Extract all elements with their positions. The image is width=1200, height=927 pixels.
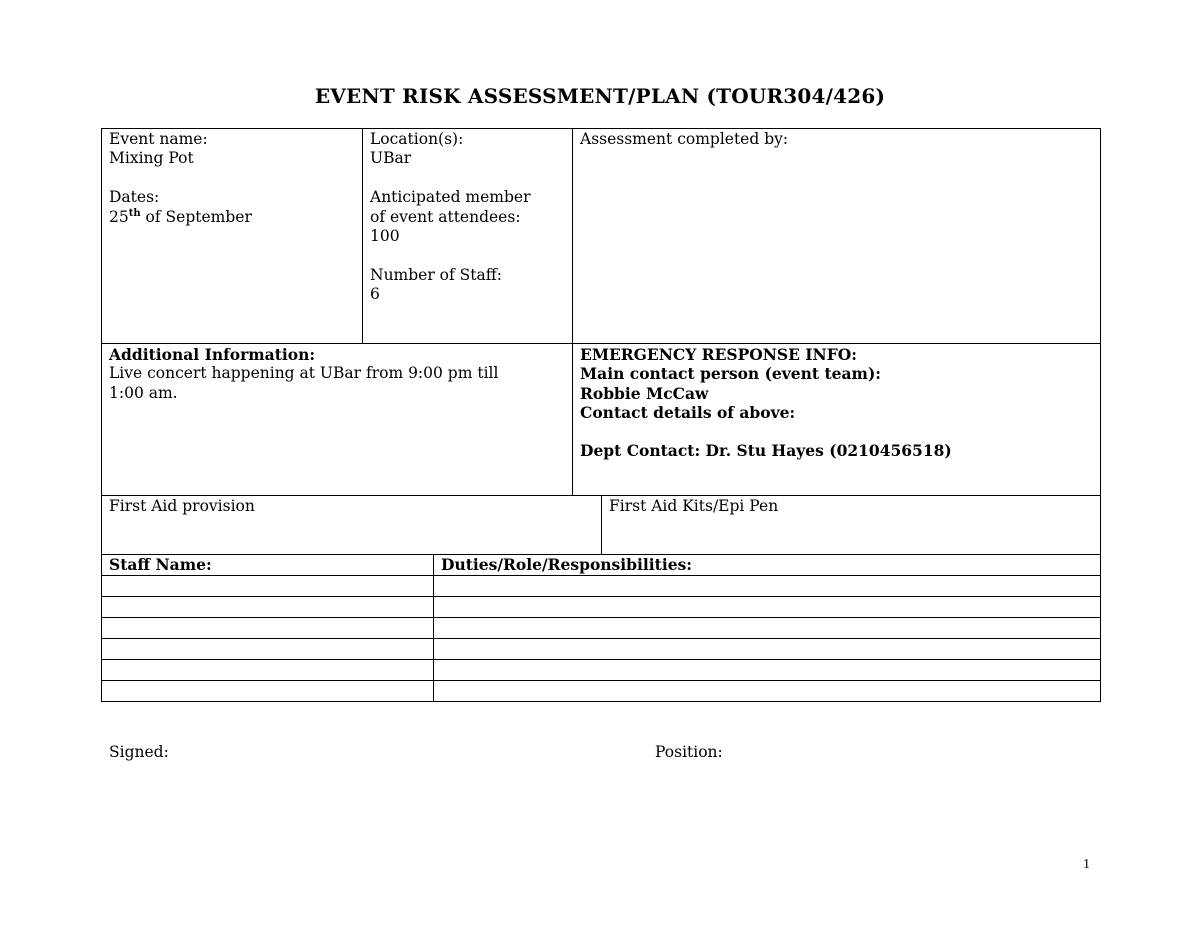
duties-cell[interactable] bbox=[434, 639, 1101, 660]
staff-name-header: Staff Name: bbox=[102, 555, 434, 576]
main-contact-label: Main contact person (event team): bbox=[580, 364, 882, 384]
location-value[interactable]: UBar bbox=[370, 149, 412, 168]
table-row bbox=[102, 681, 1101, 702]
emergency-info-cell[interactable] bbox=[573, 344, 1101, 496]
location-label: Location(s): bbox=[370, 130, 464, 148]
assessment-label: Assessment completed by: bbox=[580, 130, 789, 148]
first-aid-provision-cell[interactable] bbox=[102, 496, 602, 555]
event-details-table bbox=[101, 128, 1101, 344]
assessment-cell[interactable] bbox=[573, 129, 1101, 344]
additional-info-text-1: Live concert happening at UBar from 9:00 pm till bbox=[109, 364, 499, 383]
main-contact-name: Robbie McCaw bbox=[580, 383, 709, 403]
dept-contact: Dept Contact: Dr. Stu Hayes (0210456518) bbox=[580, 440, 952, 460]
duties-cell[interactable] bbox=[434, 597, 1101, 618]
dates-label: Dates: bbox=[109, 188, 160, 207]
emergency-heading: EMERGENCY RESPONSE INFO: bbox=[580, 345, 857, 364]
location-cell bbox=[363, 129, 573, 344]
attendees-value[interactable]: 100 bbox=[370, 227, 400, 246]
staff-table-header bbox=[102, 555, 1101, 576]
table-row bbox=[102, 618, 1101, 639]
table-row bbox=[102, 639, 1101, 660]
duties-cell[interactable] bbox=[434, 576, 1101, 597]
staff-name-cell[interactable] bbox=[102, 639, 434, 660]
staff-name-cell[interactable] bbox=[102, 681, 434, 702]
position-label: Position: bbox=[655, 743, 723, 761]
staff-count-value[interactable]: 6 bbox=[370, 285, 380, 304]
staff-count-label: Number of Staff: bbox=[370, 265, 502, 284]
staff-table bbox=[101, 555, 1101, 702]
additional-info-text-2: 1:00 am. bbox=[109, 383, 178, 402]
duties-header: Duties/Role/Responsibilities: bbox=[434, 555, 1101, 576]
contact-details-label: Contact details of above: bbox=[580, 403, 796, 423]
attendees-label: Anticipated member bbox=[370, 188, 531, 207]
first-aid-provision-label: First Aid provision bbox=[109, 497, 255, 515]
staff-name-cell[interactable] bbox=[102, 576, 434, 597]
info-table bbox=[101, 344, 1101, 496]
staff-name-cell[interactable] bbox=[102, 660, 434, 681]
dates-value[interactable]: 25th of September bbox=[109, 207, 252, 226]
event-name-value[interactable]: Mixing Pot bbox=[109, 149, 194, 168]
event-name-label: Event name: bbox=[109, 130, 208, 148]
event-cell bbox=[102, 129, 363, 344]
duties-cell[interactable] bbox=[434, 618, 1101, 639]
duties-cell[interactable] bbox=[434, 681, 1101, 702]
page-number: 1 bbox=[1083, 857, 1090, 872]
staff-name-cell[interactable] bbox=[102, 597, 434, 618]
page-title: EVENT RISK ASSESSMENT/PLAN (TOUR304/426) bbox=[314, 84, 886, 108]
additional-info-cell[interactable] bbox=[102, 344, 573, 496]
table-row bbox=[102, 597, 1101, 618]
attendees-label-2: of event attendees: bbox=[370, 207, 521, 226]
first-aid-kits-label: First Aid Kits/Epi Pen bbox=[609, 497, 779, 515]
table-row bbox=[102, 576, 1101, 597]
table-row bbox=[102, 660, 1101, 681]
first-aid-table bbox=[101, 496, 1101, 555]
staff-name-cell[interactable] bbox=[102, 618, 434, 639]
additional-info-label: Additional Information: bbox=[109, 345, 316, 364]
risk-assessment-form bbox=[101, 128, 1100, 702]
signed-label: Signed: bbox=[109, 743, 169, 761]
duties-cell[interactable] bbox=[434, 660, 1101, 681]
first-aid-kits-cell[interactable] bbox=[602, 496, 1101, 555]
